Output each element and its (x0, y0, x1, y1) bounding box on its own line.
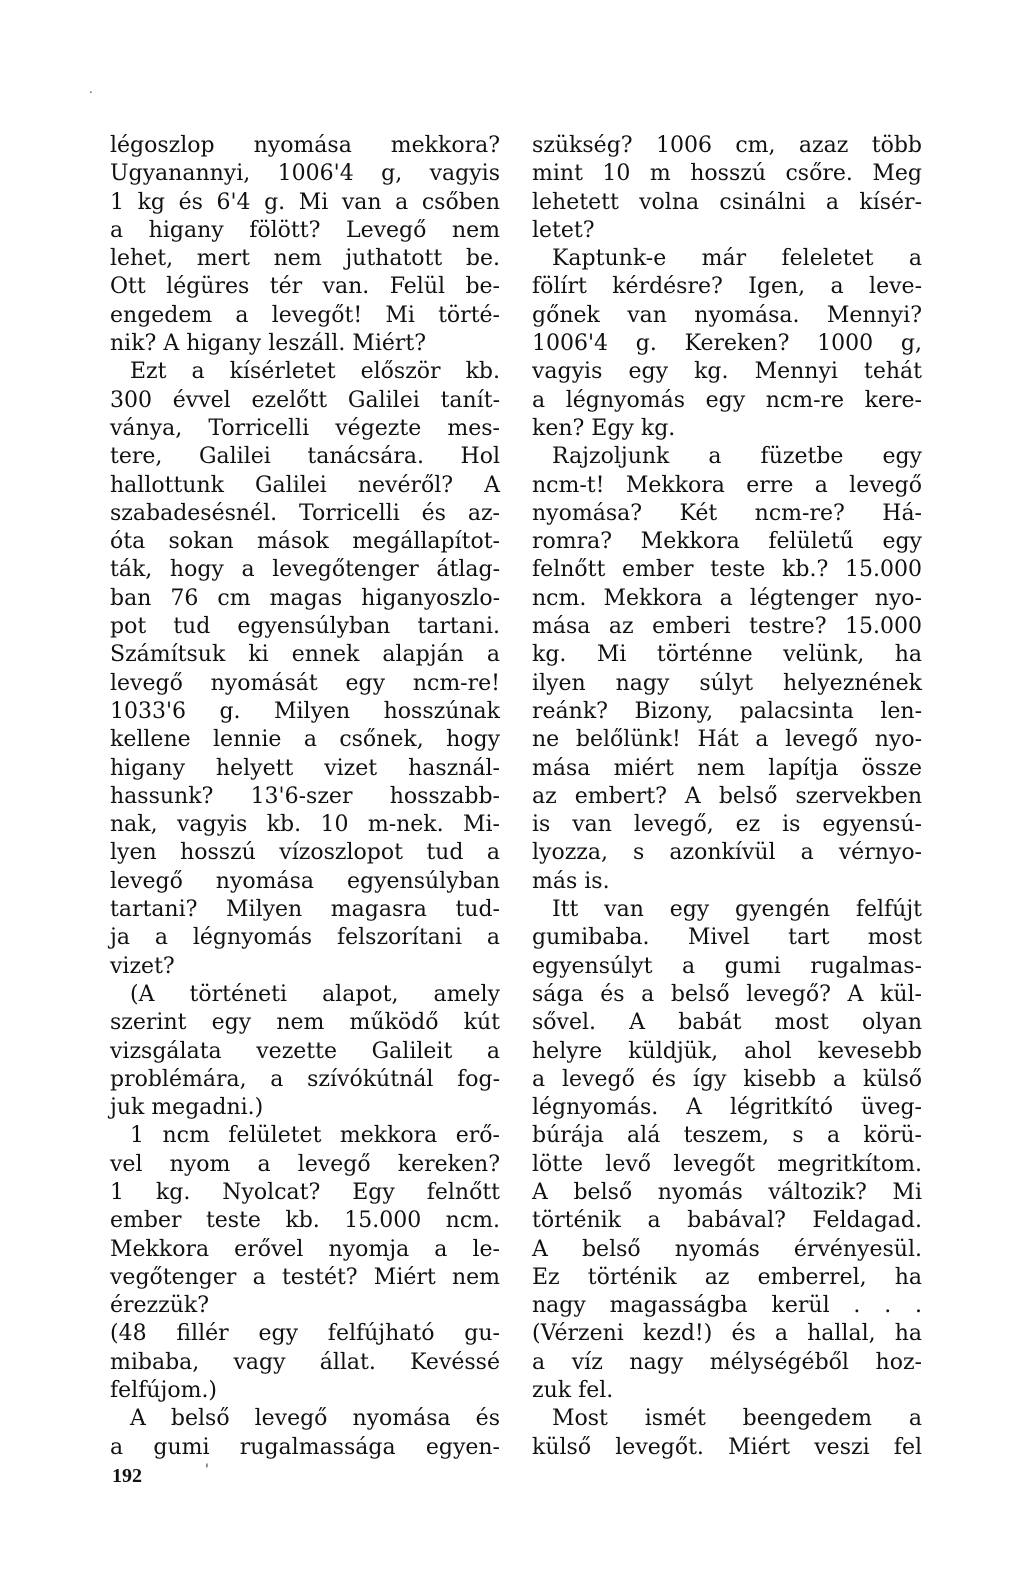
paragraph (110, 1320, 500, 1405)
paragraph (532, 132, 922, 245)
text-line: vel nyom a levegő kereken? (110, 1151, 500, 1177)
text-line: mása az emberi testre? 15.000 (532, 614, 922, 640)
text-line: ilyen nagy súlyt helyeznének (532, 670, 922, 696)
text-line: a gumi rugalmassága egyen- (110, 1434, 500, 1460)
text-line: Ugyanannyi, 1006'4 g, vagyis (110, 161, 500, 187)
text-line: ncm-t! Mekkora erre a levegő (532, 472, 922, 498)
text-line: lötte levő levegőt megritkítom. (532, 1151, 922, 1177)
text-line: mibaba, vagy állat. Kevéssé (110, 1349, 500, 1375)
paragraph (110, 1122, 500, 1320)
text-line: tere, Galilei tanácsára. Hol (110, 444, 500, 470)
paragraph (110, 358, 500, 981)
text-line: vizsgálata vezette Galileit a (110, 1038, 500, 1064)
text-line: érezzük? (110, 1293, 210, 1319)
text-line: 300 évvel ezelőtt Galilei tanít- (110, 387, 500, 413)
text-line: felnőtt ember teste kb.? 15.000 (532, 557, 922, 583)
text-line: gumibaba. Mivel tart most (532, 925, 922, 951)
print-mark: ' (205, 1462, 209, 1478)
text-line: kg. Mi történne velünk, ha (532, 642, 922, 668)
text-line: Mekkora erővel nyomja a le- (110, 1236, 500, 1262)
text-line: szerint egy nem működő kút (110, 1010, 500, 1036)
text-line: nyomása? Két ncm-re? Há- (532, 500, 922, 526)
text-line: letet? (532, 217, 595, 243)
text-line: reánk? Bizony, palacsinta len- (532, 698, 922, 724)
text-line: levegő nyomását egy ncm-re! (110, 670, 500, 696)
text-line: levegő nyomása egyensúlyban (110, 868, 500, 894)
text-line: nik? A higany leszáll. Miért? (110, 331, 427, 357)
paragraph (532, 443, 922, 896)
text-line: Ezt a kísérletet először kb. (130, 359, 500, 385)
text-line: nak, vagyis kb. 10 m-nek. Mi- (110, 812, 500, 838)
text-line: ványa, Torricelli végezte mes- (110, 415, 500, 441)
text-line: más is. (532, 868, 610, 894)
text-line: 1 kg és 6'4 g. Mi van a csőben (110, 189, 500, 215)
text-line: lehetett volna csinálni a kísér- (532, 189, 922, 215)
text-line: a higany fölött? Levegő nem (110, 217, 500, 243)
text-line: búrája alá teszem, s a körü- (532, 1123, 922, 1149)
paragraph (532, 245, 922, 443)
text-line: Ott légüres tér van. Felül be- (110, 274, 500, 300)
text-line: Rajzoljunk a füzetbe egy (552, 444, 922, 470)
text-line: sága és a belső levegő? A kül- (532, 981, 922, 1007)
text-line: hallottunk Galilei nevéről? A (110, 472, 500, 498)
text-line: szabadesésnél. Torricelli és az- (110, 500, 500, 526)
text-line: kellene lennie a csőnek, hogy (110, 727, 500, 753)
text-line: fölírt kérdésre? Igen, a leve- (532, 274, 922, 300)
text-line: Kaptunk-e már feleletet a (552, 246, 922, 272)
text-line: helyre küldjük, ahol kevesebb (532, 1038, 922, 1064)
text-line: ken? Egy kg. (532, 415, 676, 441)
page-number: 192 (112, 1465, 142, 1487)
print-speck: . (89, 82, 93, 96)
text-line: 1 kg. Nyolcat? Egy felnőtt (110, 1179, 500, 1205)
text-line: a levegő és így kisebb a külső (532, 1066, 922, 1092)
text-line: problémára, a szívókútnál fog- (110, 1066, 500, 1092)
text-line: tartani? Milyen magasra tud- (110, 897, 500, 923)
text-line: higany helyett vizet használ- (110, 755, 500, 781)
text-line: pot tud egyensúlyban tartani. (110, 614, 500, 640)
text-line: (Vérzeni kezd!) és a hallal, ha (532, 1321, 922, 1347)
text-line: A belső nyomás érvényesül. (532, 1236, 922, 1262)
text-line: külső levegőt. Miért veszi fel (532, 1434, 922, 1460)
text-line: vagyis egy kg. Mennyi tehát (532, 359, 922, 385)
text-line: ember teste kb. 15.000 ncm. (110, 1208, 500, 1234)
text-line: a víz nagy mélységéből hoz- (532, 1349, 922, 1375)
text-line: vegőtenger a testét? Miért nem (110, 1264, 500, 1290)
text-line: sővel. A babát most olyan (532, 1010, 922, 1036)
text-line: lyen hosszú vízoszlopot tud a (110, 840, 500, 866)
text-line: egyensúlyt a gumi rugalmas- (532, 953, 922, 979)
text-line: romra? Mekkora felületű egy (532, 529, 922, 555)
text-line: gőnek van nyomása. Mennyi? (532, 302, 922, 328)
text-line: ták, hogy a levegőtenger átlag- (110, 557, 500, 583)
text-line: zuk fel. (532, 1378, 614, 1404)
text-line: az embert? A belső szervekben (532, 783, 922, 809)
text-line: A belső nyomás változik? Mi (532, 1179, 922, 1205)
text-line: is van levegő, ez is egyensú- (532, 812, 922, 838)
paragraph (532, 896, 922, 1405)
text-line: 1033'6 g. Milyen hosszúnak (110, 698, 500, 724)
text-line: mint 10 m hosszú csőre. Meg (532, 161, 922, 187)
text-line: szükség? 1006 cm, azaz több (532, 133, 922, 158)
text-line: (A történeti alapot, amely (130, 981, 500, 1007)
text-line: Ez történik az emberrel, ha (532, 1264, 922, 1290)
paragraph (110, 132, 500, 358)
text-line: ne belőlünk! Hát a levegő nyo- (532, 727, 922, 753)
text-line: Itt van egy gyengén felfújt (552, 897, 922, 923)
text-line: (48 fillér egy felfújható gu- (110, 1321, 500, 1347)
text-line: 1 ncm felületet mekkora erő- (130, 1123, 500, 1149)
text-line: Számítsuk ki ennek alapján a (110, 642, 500, 668)
text-line: 1006'4 g. Kereken? 1000 g, (532, 331, 922, 357)
right-text-column (532, 132, 922, 1462)
text-line: a légnyomás egy ncm-re kere- (532, 387, 922, 413)
text-line: A belső levegő nyomása és (130, 1406, 500, 1432)
text-line: légnyomás. A légritkító üveg- (532, 1095, 922, 1121)
text-line: ban 76 cm magas higanyoszlo- (110, 585, 500, 611)
text-line: engedem a levegőt! Mi törté- (110, 302, 500, 328)
paragraph (532, 1405, 922, 1462)
text-line: óta sokan mások megállapítot- (110, 529, 500, 555)
text-line: légoszlop nyomása mekkora? (110, 133, 500, 158)
text-line: lehet, mert nem juthatott be. (110, 246, 500, 272)
text-line: mása miért nem lapítja össze (532, 755, 922, 781)
text-line: vizet? (110, 953, 175, 979)
text-line: ja a légnyomás felszorítani a (110, 925, 500, 951)
text-line: ncm. Mekkora a légtenger nyo- (532, 585, 922, 611)
paragraph (110, 981, 500, 1122)
paragraph (110, 1405, 500, 1462)
text-line: lyozza, s azonkívül a vérnyo- (532, 840, 922, 866)
text-line: felfújom.) (110, 1378, 218, 1404)
text-line: juk megadni.) (110, 1095, 264, 1121)
text-line: Most ismét beengedem a (552, 1406, 922, 1432)
left-text-column (110, 132, 500, 1462)
text-line: nagy magasságba kerül . . . (532, 1293, 922, 1319)
text-line: történik a babával? Feldagad. (532, 1208, 922, 1234)
text-line: hassunk? 13'6-szer hosszabb- (110, 783, 500, 809)
